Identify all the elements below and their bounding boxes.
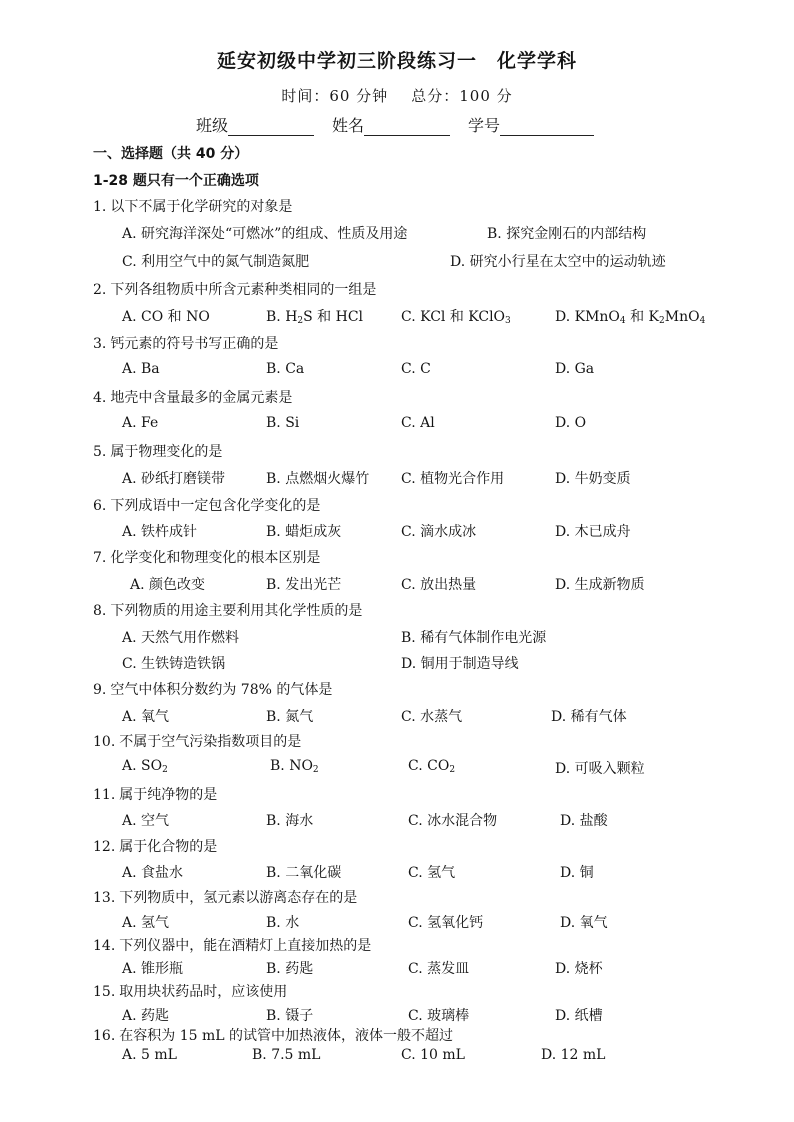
section-instruction: 1-28 题只有一个正确选项 bbox=[93, 173, 259, 189]
question-stem: 7. 化学变化和物理变化的根本区别是 bbox=[93, 550, 321, 566]
option: A. 药匙 bbox=[122, 1008, 170, 1024]
option: B. 二氧化碳 bbox=[266, 865, 342, 881]
option: A. 锥形瓶 bbox=[122, 961, 184, 977]
class-label: 班级 bbox=[196, 116, 229, 135]
option: C. 玻璃棒 bbox=[408, 1008, 470, 1024]
question-stem: 15. 取用块状药品时，应该使用 bbox=[93, 984, 288, 1000]
question-stem: 14. 下列仪器中，能在酒精灯上直接加热的是 bbox=[93, 938, 372, 954]
option: D. 铜用于制造导线 bbox=[401, 656, 519, 672]
option: D. 生成新物质 bbox=[555, 577, 645, 593]
option: D. 稀有气体 bbox=[551, 709, 627, 725]
option: B. 水 bbox=[266, 915, 300, 931]
option: B. 发出光芒 bbox=[266, 577, 342, 593]
student-info bbox=[196, 113, 594, 136]
option: B. 蜡炬成灰 bbox=[266, 524, 342, 540]
option: A. 食盐水 bbox=[122, 865, 184, 881]
option: C. 水蒸气 bbox=[401, 709, 463, 725]
class-blank[interactable] bbox=[228, 117, 314, 136]
option: C. 蒸发皿 bbox=[408, 961, 470, 977]
question-stem: 16. 在容积为 15 mL 的试管中加热液体，液体一般不超过 bbox=[93, 1028, 454, 1044]
option: C. $CO_2$ bbox=[408, 758, 456, 775]
id-field bbox=[468, 113, 594, 136]
question-stem: 13. 下列物质中，氢元素以游离态存在的是 bbox=[93, 890, 358, 906]
option: D. O bbox=[555, 415, 587, 431]
option: A. $SO_2$ bbox=[122, 758, 168, 775]
option: C. 放出热量 bbox=[401, 577, 477, 593]
option: A. 5 mL bbox=[122, 1047, 177, 1063]
option: B. 药匙 bbox=[266, 961, 314, 977]
option: A. 研究海洋深处“可燃冰”的组成、性质及用途 bbox=[122, 226, 408, 242]
option: C. 利用空气中的氮气制造氮肥 bbox=[122, 254, 310, 270]
option: C. 生铁铸造铁锅 bbox=[122, 656, 226, 672]
question-stem: 5. 属于物理变化的是 bbox=[93, 444, 223, 460]
option: B. Si bbox=[266, 415, 300, 431]
id-label: 学号 bbox=[468, 116, 501, 135]
option: A. Ba bbox=[122, 361, 160, 377]
question-stem: 2. 下列各组物质中所含元素种类相同的一组是 bbox=[93, 282, 377, 298]
option: C. Al bbox=[401, 415, 435, 431]
option: D. 可吸入颗粒 bbox=[555, 761, 645, 777]
option: D. 牛奶变质 bbox=[555, 471, 631, 487]
option: B. $H_2S$ 和 HCl bbox=[266, 309, 364, 326]
option: C. 氢氧化钙 bbox=[408, 915, 484, 931]
option: A. 氢气 bbox=[122, 915, 170, 931]
class-field bbox=[196, 113, 314, 136]
page-title: 延安初级中学初三阶段练习一 化学学科 bbox=[216, 50, 577, 72]
exam-info bbox=[0, 85, 794, 106]
option: D. 12 mL bbox=[541, 1047, 606, 1063]
option: A. 空气 bbox=[122, 813, 170, 829]
section-heading: 一、选择题（共 40 分） bbox=[93, 146, 249, 162]
question-stem: 6. 下列成语中一定包含化学变化的是 bbox=[93, 498, 321, 514]
option: C. 10 mL bbox=[401, 1047, 465, 1063]
option: A. CO 和 NO bbox=[122, 309, 210, 325]
option: D. 盐酸 bbox=[560, 813, 608, 829]
question-stem: 1. 以下不属于化学研究的对象是 bbox=[93, 199, 293, 215]
time-label: 时间：60 分钟 bbox=[281, 87, 389, 105]
option: D. 氧气 bbox=[560, 915, 608, 931]
option: B. 镊子 bbox=[266, 1008, 314, 1024]
id-blank[interactable] bbox=[500, 117, 594, 136]
option: C. 滴水成冰 bbox=[401, 524, 477, 540]
option: D. 铜 bbox=[560, 865, 594, 881]
name-label: 姓名 bbox=[332, 116, 365, 135]
score-label: 总分：100 分 bbox=[411, 87, 513, 105]
option: B. 点燃烟火爆竹 bbox=[266, 471, 370, 487]
option: B. 海水 bbox=[266, 813, 314, 829]
option: A. 氧气 bbox=[122, 709, 170, 725]
question-stem: 12. 属于化合物的是 bbox=[93, 839, 218, 855]
option: C. KCl 和 KClO$_3$ bbox=[401, 309, 511, 326]
question-stem: 9. 空气中体积分数约为 78% 的气体是 bbox=[93, 682, 333, 698]
option: B. 7.5 mL bbox=[252, 1047, 321, 1063]
option: A. 天然气用作燃料 bbox=[122, 630, 240, 646]
option: D. 纸槽 bbox=[555, 1008, 603, 1024]
question-stem: 10. 不属于空气污染指数项目的是 bbox=[93, 734, 302, 750]
option: C. 氢气 bbox=[408, 865, 456, 881]
name-field bbox=[332, 113, 450, 136]
option: B. Ca bbox=[266, 361, 305, 377]
option: D. 烧杯 bbox=[555, 961, 603, 977]
option: C. 冰水混合物 bbox=[408, 813, 498, 829]
option: A. 砂纸打磨镁带 bbox=[122, 471, 226, 487]
option: C. C bbox=[401, 361, 431, 377]
option: A. Fe bbox=[122, 415, 159, 431]
option: C. 植物光合作用 bbox=[401, 471, 505, 487]
option: B. 氮气 bbox=[266, 709, 314, 725]
option: D. KMnO$_4$ 和 $K_2MnO_4$ bbox=[555, 309, 706, 326]
question-stem: 11. 属于纯净物的是 bbox=[93, 787, 218, 803]
option: B. 稀有气体制作电光源 bbox=[401, 630, 547, 646]
option: A. 铁杵成针 bbox=[122, 524, 198, 540]
name-blank[interactable] bbox=[364, 117, 450, 136]
option: D. 研究小行星在太空中的运动轨迹 bbox=[450, 254, 666, 270]
question-stem: 3. 钙元素的符号书写正确的是 bbox=[93, 336, 279, 352]
option: B. 探究金刚石的内部结构 bbox=[487, 226, 647, 242]
option: D. 木已成舟 bbox=[555, 524, 631, 540]
question-stem: 4. 地壳中含量最多的金属元素是 bbox=[93, 390, 293, 406]
option: B. $NO_2$ bbox=[270, 758, 319, 775]
option: D. Ga bbox=[555, 361, 595, 377]
option: A. 颜色改变 bbox=[130, 577, 206, 593]
question-stem: 8. 下列物质的用途主要利用其化学性质的是 bbox=[93, 603, 363, 619]
